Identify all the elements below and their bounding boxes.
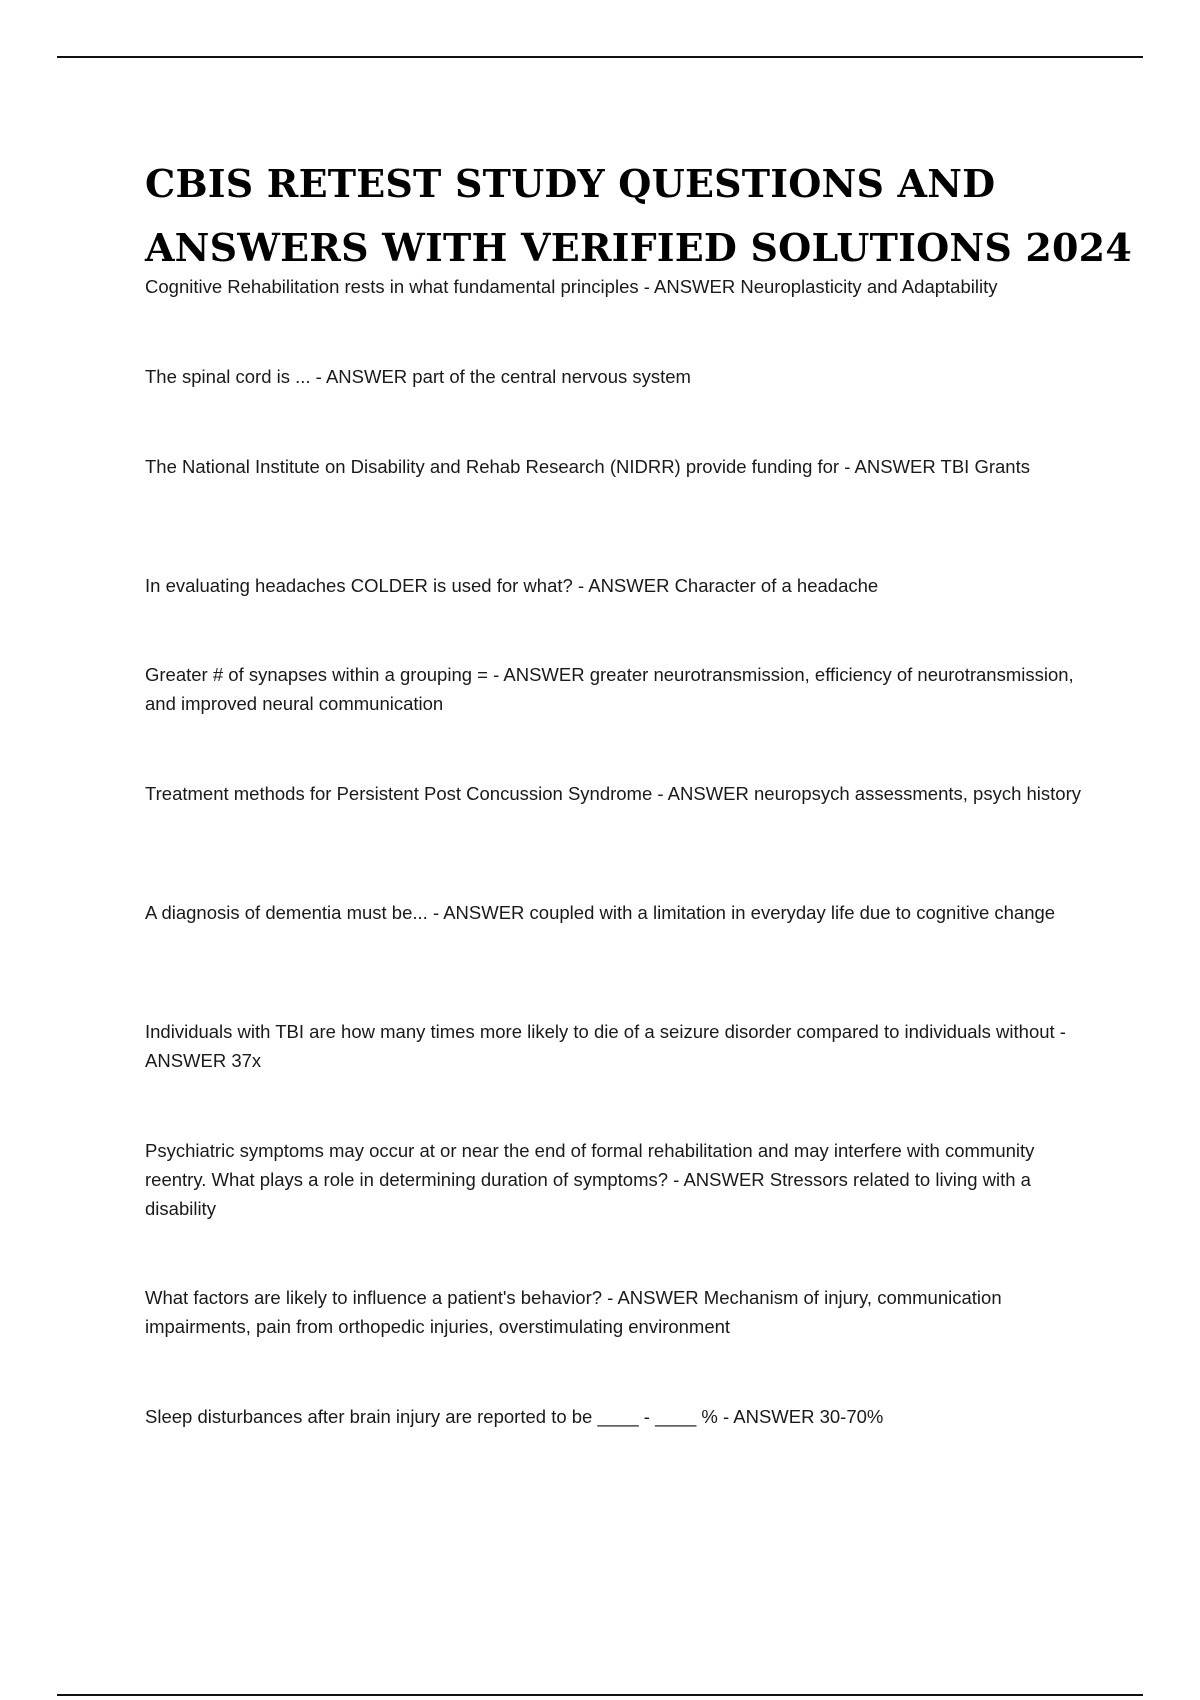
top-divider	[57, 56, 1143, 58]
qa-item-11: Sleep disturbances after brain injury are reported to be ____ - ____ % - ANSWER 30-70%	[145, 1406, 884, 1427]
qa-item-10: What factors are likely to influence a patient's behavior? - ANSWER Mechanism of injury, communication impairments, pain from orthopedic injuries, overstimulating environment	[145, 1287, 1002, 1337]
document-title: CBIS RETEST STUDY QUESTIONS AND ANSWERS WITH VERIFIED SOLUTIONS 2024	[145, 161, 1132, 270]
qa-item-2: The spinal cord is ... - ANSWER part of the central nervous system	[145, 366, 691, 387]
qa-item-5: Greater # of synapses within a grouping = - ANSWER greater neurotransmission, efficiency of neurotransmission, and improved neural communication	[145, 664, 1074, 714]
qa-item-3: The National Institute on Disability and Rehab Research (NIDRR) provide funding for - ANSWER TBI Grants	[145, 456, 1030, 477]
qa-item-8: Individuals with TBI are how many times more likely to die of a seizure disorder compared to individuals without - ANSWER 37x	[145, 1021, 1066, 1071]
qa-item-7: A diagnosis of dementia must be... - ANSWER coupled with a limitation in everyday life due to cognitive change	[145, 902, 1056, 923]
qa-item-9: Psychiatric symptoms may occur at or near the end of formal rehabilitation and may interfere with community reentry. What plays a role in determining duration of symptoms? - ANSWER Stressors related to living with a disability	[145, 1140, 1035, 1219]
qa-item-6: Treatment methods for Persistent Post Concussion Syndrome - ANSWER neuropsych assessments, psych history	[145, 783, 1081, 804]
qa-item-4: In evaluating headaches COLDER is used for what? - ANSWER Character of a headache	[145, 575, 879, 596]
qa-item-1: Cognitive Rehabilitation rests in what fundamental principles - ANSWER Neuroplasticity and Adaptability	[145, 276, 998, 297]
bottom-divider	[57, 1694, 1143, 1696]
